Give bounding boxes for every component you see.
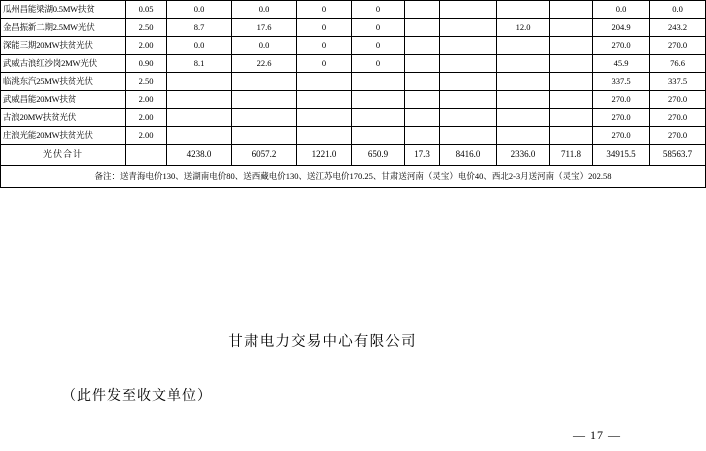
row-value-6 (440, 37, 497, 55)
page-number: — 17 — (573, 428, 621, 442)
row-value-8 (550, 127, 593, 145)
row-value-1: 0.0 (167, 1, 232, 19)
row-value-5 (405, 55, 440, 73)
row-value-8 (550, 1, 593, 19)
row-value-6 (440, 73, 497, 91)
row-capacity: 2.50 (126, 19, 167, 37)
row-value-1: 8.1 (167, 55, 232, 73)
row-value-10: 0.0 (650, 1, 706, 19)
row-value-4 (352, 127, 405, 145)
row-value-6 (440, 109, 497, 127)
row-value-8 (550, 19, 593, 37)
row-name: 古浪20MW扶贫光伏 (1, 109, 126, 127)
row-value-10: 76.6 (650, 55, 706, 73)
table-row (1, 91, 706, 109)
row-value-5 (405, 109, 440, 127)
row-value-2 (232, 73, 297, 91)
table-body (1, 1, 706, 188)
row-name: 庄浪光能20MW扶贫光伏 (1, 127, 126, 145)
row-value-2: 0.0 (232, 37, 297, 55)
row-value-3: 0 (297, 55, 352, 73)
row-value-9: 204.9 (593, 19, 650, 37)
row-value-9: 270.0 (593, 109, 650, 127)
total-value-8: 711.8 (550, 145, 593, 166)
row-name: 临洮东汽25MW扶贫光伏 (1, 73, 126, 91)
table-row (1, 1, 706, 19)
row-value-9: 337.5 (593, 73, 650, 91)
row-value-5 (405, 73, 440, 91)
row-capacity: 2.00 (126, 37, 167, 55)
row-value-8 (550, 73, 593, 91)
row-value-9: 45.9 (593, 55, 650, 73)
row-value-3 (297, 127, 352, 145)
row-capacity: 0.90 (126, 55, 167, 73)
row-value-9: 270.0 (593, 91, 650, 109)
total-value-3: 1221.0 (297, 145, 352, 166)
row-name: 武威昌能20MW扶贫 (1, 91, 126, 109)
row-value-9: 270.0 (593, 37, 650, 55)
row-value-3 (297, 109, 352, 127)
table-row (1, 19, 706, 37)
row-value-4: 0 (352, 55, 405, 73)
row-capacity: 2.00 (126, 91, 167, 109)
table-row (1, 37, 706, 55)
row-value-1 (167, 91, 232, 109)
row-value-4 (352, 109, 405, 127)
row-value-4: 0 (352, 37, 405, 55)
row-value-7 (497, 55, 550, 73)
row-value-2: 0.0 (232, 1, 297, 19)
total-value-1: 4238.0 (167, 145, 232, 166)
row-value-10: 243.2 (650, 19, 706, 37)
row-value-7 (497, 109, 550, 127)
total-label: 光伏合计 (1, 145, 126, 166)
row-value-7 (497, 91, 550, 109)
power-allocation-table (0, 0, 706, 188)
row-value-10: 270.0 (650, 127, 706, 145)
row-value-1 (167, 73, 232, 91)
total-value-4: 650.9 (352, 145, 405, 166)
row-name: 金昌振新二期2.5MW光伏 (1, 19, 126, 37)
table-total-row (1, 145, 706, 166)
row-capacity: 2.00 (126, 127, 167, 145)
row-value-1 (167, 127, 232, 145)
table-row (1, 109, 706, 127)
row-value-3 (297, 73, 352, 91)
row-value-4: 0 (352, 19, 405, 37)
row-value-3: 0 (297, 37, 352, 55)
row-value-8 (550, 37, 593, 55)
row-capacity: 2.00 (126, 109, 167, 127)
row-value-10: 270.0 (650, 37, 706, 55)
row-value-2 (232, 127, 297, 145)
row-value-7 (497, 37, 550, 55)
row-value-2 (232, 91, 297, 109)
table-row (1, 55, 706, 73)
total-value-9: 34915.5 (593, 145, 650, 166)
row-value-9: 0.0 (593, 1, 650, 19)
row-name: 深能三期20MW扶贫光伏 (1, 37, 126, 55)
row-value-3: 0 (297, 1, 352, 19)
table-row (1, 127, 706, 145)
row-value-10: 270.0 (650, 109, 706, 127)
row-value-9: 270.0 (593, 127, 650, 145)
total-value-7: 2336.0 (497, 145, 550, 166)
row-value-1: 0.0 (167, 37, 232, 55)
total-value-6: 8416.0 (440, 145, 497, 166)
row-value-2: 22.6 (232, 55, 297, 73)
row-value-1 (167, 109, 232, 127)
row-value-7: 12.0 (497, 19, 550, 37)
row-value-8 (550, 91, 593, 109)
row-value-7 (497, 73, 550, 91)
row-value-3 (297, 91, 352, 109)
row-value-6 (440, 55, 497, 73)
total-value-10: 58563.7 (650, 145, 706, 166)
row-value-5 (405, 37, 440, 55)
table-note-row (1, 166, 706, 188)
total-value-5: 17.3 (405, 145, 440, 166)
row-value-5 (405, 91, 440, 109)
table-note: 备注：送青海电价130、送湖南电价80、送西藏电价130、送江苏电价170.25、甘肃送河南（灵宝）电价40、西北2-3月送河南（灵宝）202.58 (1, 166, 706, 188)
row-name: 武威古浪红沙岗2MW光伏 (1, 55, 126, 73)
row-value-6 (440, 91, 497, 109)
row-value-3: 0 (297, 19, 352, 37)
issuing-organization: 甘肃电力交易中心有限公司 (228, 334, 417, 350)
distribution-note: （此件发至收文单位） (62, 389, 212, 404)
total-value-2: 6057.2 (232, 145, 297, 166)
row-value-5 (405, 127, 440, 145)
table-row (1, 73, 706, 91)
row-value-8 (550, 55, 593, 73)
row-value-7 (497, 127, 550, 145)
row-name: 瓜州昌能梁湖0.5MW扶贫 (1, 1, 126, 19)
row-value-2 (232, 109, 297, 127)
row-value-8 (550, 109, 593, 127)
row-value-4 (352, 73, 405, 91)
row-value-5 (405, 19, 440, 37)
row-value-4 (352, 91, 405, 109)
row-capacity: 2.50 (126, 73, 167, 91)
row-value-6 (440, 19, 497, 37)
row-value-6 (440, 127, 497, 145)
row-value-10: 337.5 (650, 73, 706, 91)
row-value-1: 8.7 (167, 19, 232, 37)
row-value-7 (497, 1, 550, 19)
total-capacity (126, 145, 167, 166)
row-value-10: 270.0 (650, 91, 706, 109)
row-value-6 (440, 1, 497, 19)
row-value-4: 0 (352, 1, 405, 19)
row-value-5 (405, 1, 440, 19)
row-capacity: 0.05 (126, 1, 167, 19)
row-value-2: 17.6 (232, 19, 297, 37)
